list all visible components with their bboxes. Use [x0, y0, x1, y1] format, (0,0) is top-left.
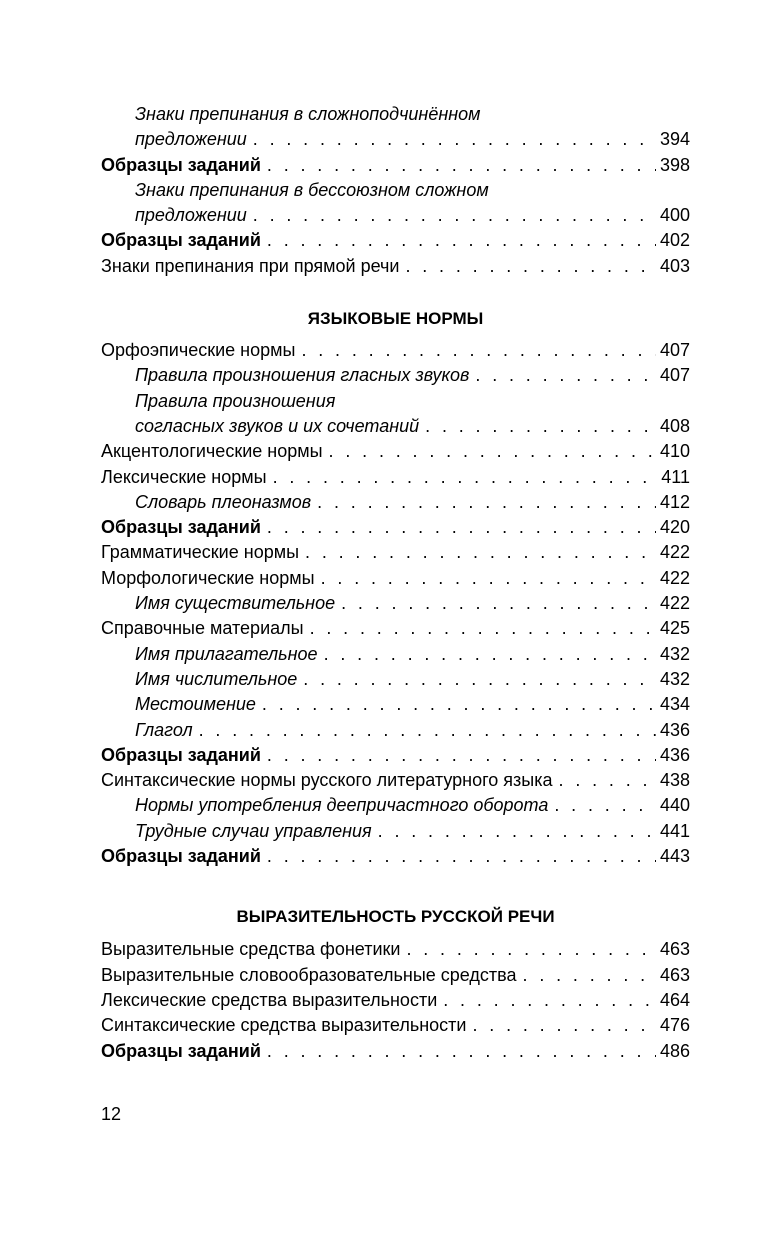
toc-entry [101, 642, 690, 667]
toc-entry [101, 515, 690, 540]
toc-entry-page: 422 [659, 542, 690, 563]
toc-entry-title: Местоимение [135, 694, 256, 715]
dot-leader [317, 490, 656, 515]
dot-leader [475, 363, 656, 388]
toc-entry-title: Синтаксические нормы русского литературного языка [101, 770, 553, 791]
toc-section-expressiveness [101, 937, 690, 1063]
toc-entry-page: 434 [659, 694, 690, 715]
toc-entry [101, 540, 690, 565]
toc-entry [101, 667, 690, 692]
toc-entry-title: Образцы заданий [101, 1040, 261, 1061]
toc-entry-title: Глагол [135, 719, 193, 740]
toc-entry [101, 718, 690, 743]
toc-entry-page: 463 [659, 939, 690, 960]
toc-entry-page: 436 [659, 744, 690, 765]
toc-entry-page: 432 [659, 668, 690, 689]
toc-entry-page: 408 [659, 415, 690, 436]
toc-entry [101, 102, 690, 153]
dot-leader [301, 338, 656, 363]
dot-leader [554, 793, 656, 818]
toc-entry [101, 988, 690, 1013]
toc-entry-title: Знаки препинания в бессоюзном сложном [135, 179, 489, 200]
dot-leader [321, 566, 656, 591]
dot-leader [267, 153, 656, 178]
toc-entry-page: 411 [661, 466, 690, 487]
toc-entry-page: 422 [659, 567, 690, 588]
toc-entry-title: Имя числительное [135, 668, 298, 689]
toc-entry-page: 443 [659, 846, 690, 867]
dot-leader [267, 515, 656, 540]
toc-entry [101, 254, 690, 279]
toc-entry-title: Образцы заданий [101, 517, 261, 538]
toc-entry [101, 363, 690, 388]
toc-entry-page: 436 [659, 719, 690, 740]
toc-entry-title: Словарь плеоназмов [135, 491, 312, 512]
toc-entry-page: 412 [659, 491, 690, 512]
toc-entry-page: 486 [659, 1040, 690, 1061]
table-of-contents [101, 102, 690, 1064]
toc-entry-title: Лексические средства выразительности [101, 989, 438, 1010]
toc-entry-title: Акцентологические нормы [101, 441, 323, 462]
toc-entry [101, 389, 690, 440]
toc-entry-title: Правила произношения [135, 390, 336, 411]
toc-entry-page: 422 [659, 593, 690, 614]
dot-leader [267, 228, 656, 253]
dot-leader [341, 591, 656, 616]
toc-entry-title: Выразительные средства фонетики [101, 939, 401, 960]
toc-entry [101, 566, 690, 591]
toc-entry-title: Трудные случаи управления [135, 820, 372, 841]
toc-entry-title: Знаки препинания при прямой речи [101, 255, 400, 276]
toc-entry [101, 844, 690, 869]
toc-entry [101, 153, 690, 178]
toc-entry-page: 464 [659, 989, 690, 1010]
toc-entry-title: Нормы употребления деепричастного оборота [135, 795, 549, 816]
toc-entry-title: Морфологические нормы [101, 567, 315, 588]
dot-leader [378, 819, 656, 844]
dot-leader [425, 414, 656, 439]
toc-entry-title: Имя прилагательное [135, 643, 318, 664]
toc-entry-page: 410 [659, 441, 690, 462]
toc-entry-title: Правила произношения гласных звуков [135, 365, 470, 386]
toc-entry-page: 402 [659, 230, 690, 251]
toc-entry-title: Знаки препинания в сложноподчинённом [135, 104, 481, 124]
toc-entry-page: 407 [659, 365, 690, 386]
toc-entry-page: 476 [659, 1015, 690, 1036]
toc-entry [101, 338, 690, 363]
dot-leader [253, 203, 656, 228]
dot-leader [303, 667, 656, 692]
dot-leader [405, 254, 656, 279]
toc-entry [101, 228, 690, 253]
page-number: 12 [101, 1104, 122, 1124]
dot-leader [329, 439, 656, 464]
toc-entry-title: Лексические нормы [101, 466, 267, 487]
toc-entry [101, 1013, 690, 1038]
section-heading-language-norms: ЯЗЫКОВЫЕ НОРМЫ [307, 309, 484, 329]
dot-leader [267, 743, 656, 768]
section-heading-expressiveness: ВЫРАЗИТЕЛЬНОСТЬ РУССКОЙ РЕЧИ [236, 907, 555, 927]
toc-entry [101, 616, 690, 641]
toc-entry-title: предложении [135, 205, 247, 226]
toc-entry-page: 463 [659, 964, 690, 985]
dot-leader [310, 616, 656, 641]
toc-entry-title: Грамматические нормы [101, 542, 300, 563]
toc-entry-title: предложении [135, 129, 247, 150]
toc-entry-title: Образцы заданий [101, 744, 261, 765]
toc-section-language-norms [101, 338, 690, 869]
dot-leader [267, 1039, 656, 1064]
toc-entry-title: Образцы заданий [101, 230, 261, 251]
toc-entry [101, 465, 690, 490]
toc-entry-page: 440 [659, 795, 690, 816]
dot-leader [406, 937, 656, 962]
dot-leader [523, 963, 656, 988]
toc-entry [101, 937, 690, 962]
dot-leader [559, 768, 656, 793]
toc-entry [101, 1039, 690, 1064]
dot-leader [253, 127, 656, 152]
toc-entry-title: Выразительные словообразовательные средства [101, 964, 517, 985]
toc-entry-page: 403 [659, 255, 690, 276]
toc-entry-page: 400 [659, 205, 690, 226]
toc-entry [101, 743, 690, 768]
toc-entry-page: 438 [659, 770, 690, 791]
toc-entry-title: Синтаксические средства выразительности [101, 1015, 467, 1036]
dot-leader [324, 642, 656, 667]
dot-leader [199, 718, 656, 743]
dot-leader [267, 844, 656, 869]
toc-entry [101, 490, 690, 515]
toc-entry [101, 591, 690, 616]
dot-leader [443, 988, 656, 1013]
dot-leader [273, 465, 658, 490]
dot-leader [262, 692, 656, 717]
toc-entry-title: Образцы заданий [101, 846, 261, 867]
toc-entry-page: 425 [659, 618, 690, 639]
toc-entry [101, 768, 690, 793]
toc-entry-title: Имя существительное [135, 593, 336, 614]
toc-entry-page: 398 [659, 154, 690, 175]
toc-entry-title: Справочные материалы [101, 618, 304, 639]
toc-entry [101, 819, 690, 844]
dot-leader [305, 540, 656, 565]
toc-entry-title: Орфоэпические нормы [101, 340, 296, 361]
toc-entry-page: 394 [659, 129, 690, 150]
dot-leader [472, 1013, 655, 1038]
toc-entry [101, 178, 690, 229]
toc-entry [101, 793, 690, 818]
toc-entry-title: Образцы заданий [101, 154, 261, 175]
toc-entry-page: 432 [659, 643, 690, 664]
toc-entry [101, 963, 690, 988]
toc-entry-page: 407 [659, 340, 690, 361]
toc-entry-page: 441 [659, 820, 690, 841]
toc-section-top [101, 102, 690, 279]
toc-entry [101, 439, 690, 464]
toc-entry-page: 420 [659, 517, 690, 538]
toc-entry-title: согласных звуков и их сочетаний [135, 415, 420, 436]
toc-entry [101, 692, 690, 717]
